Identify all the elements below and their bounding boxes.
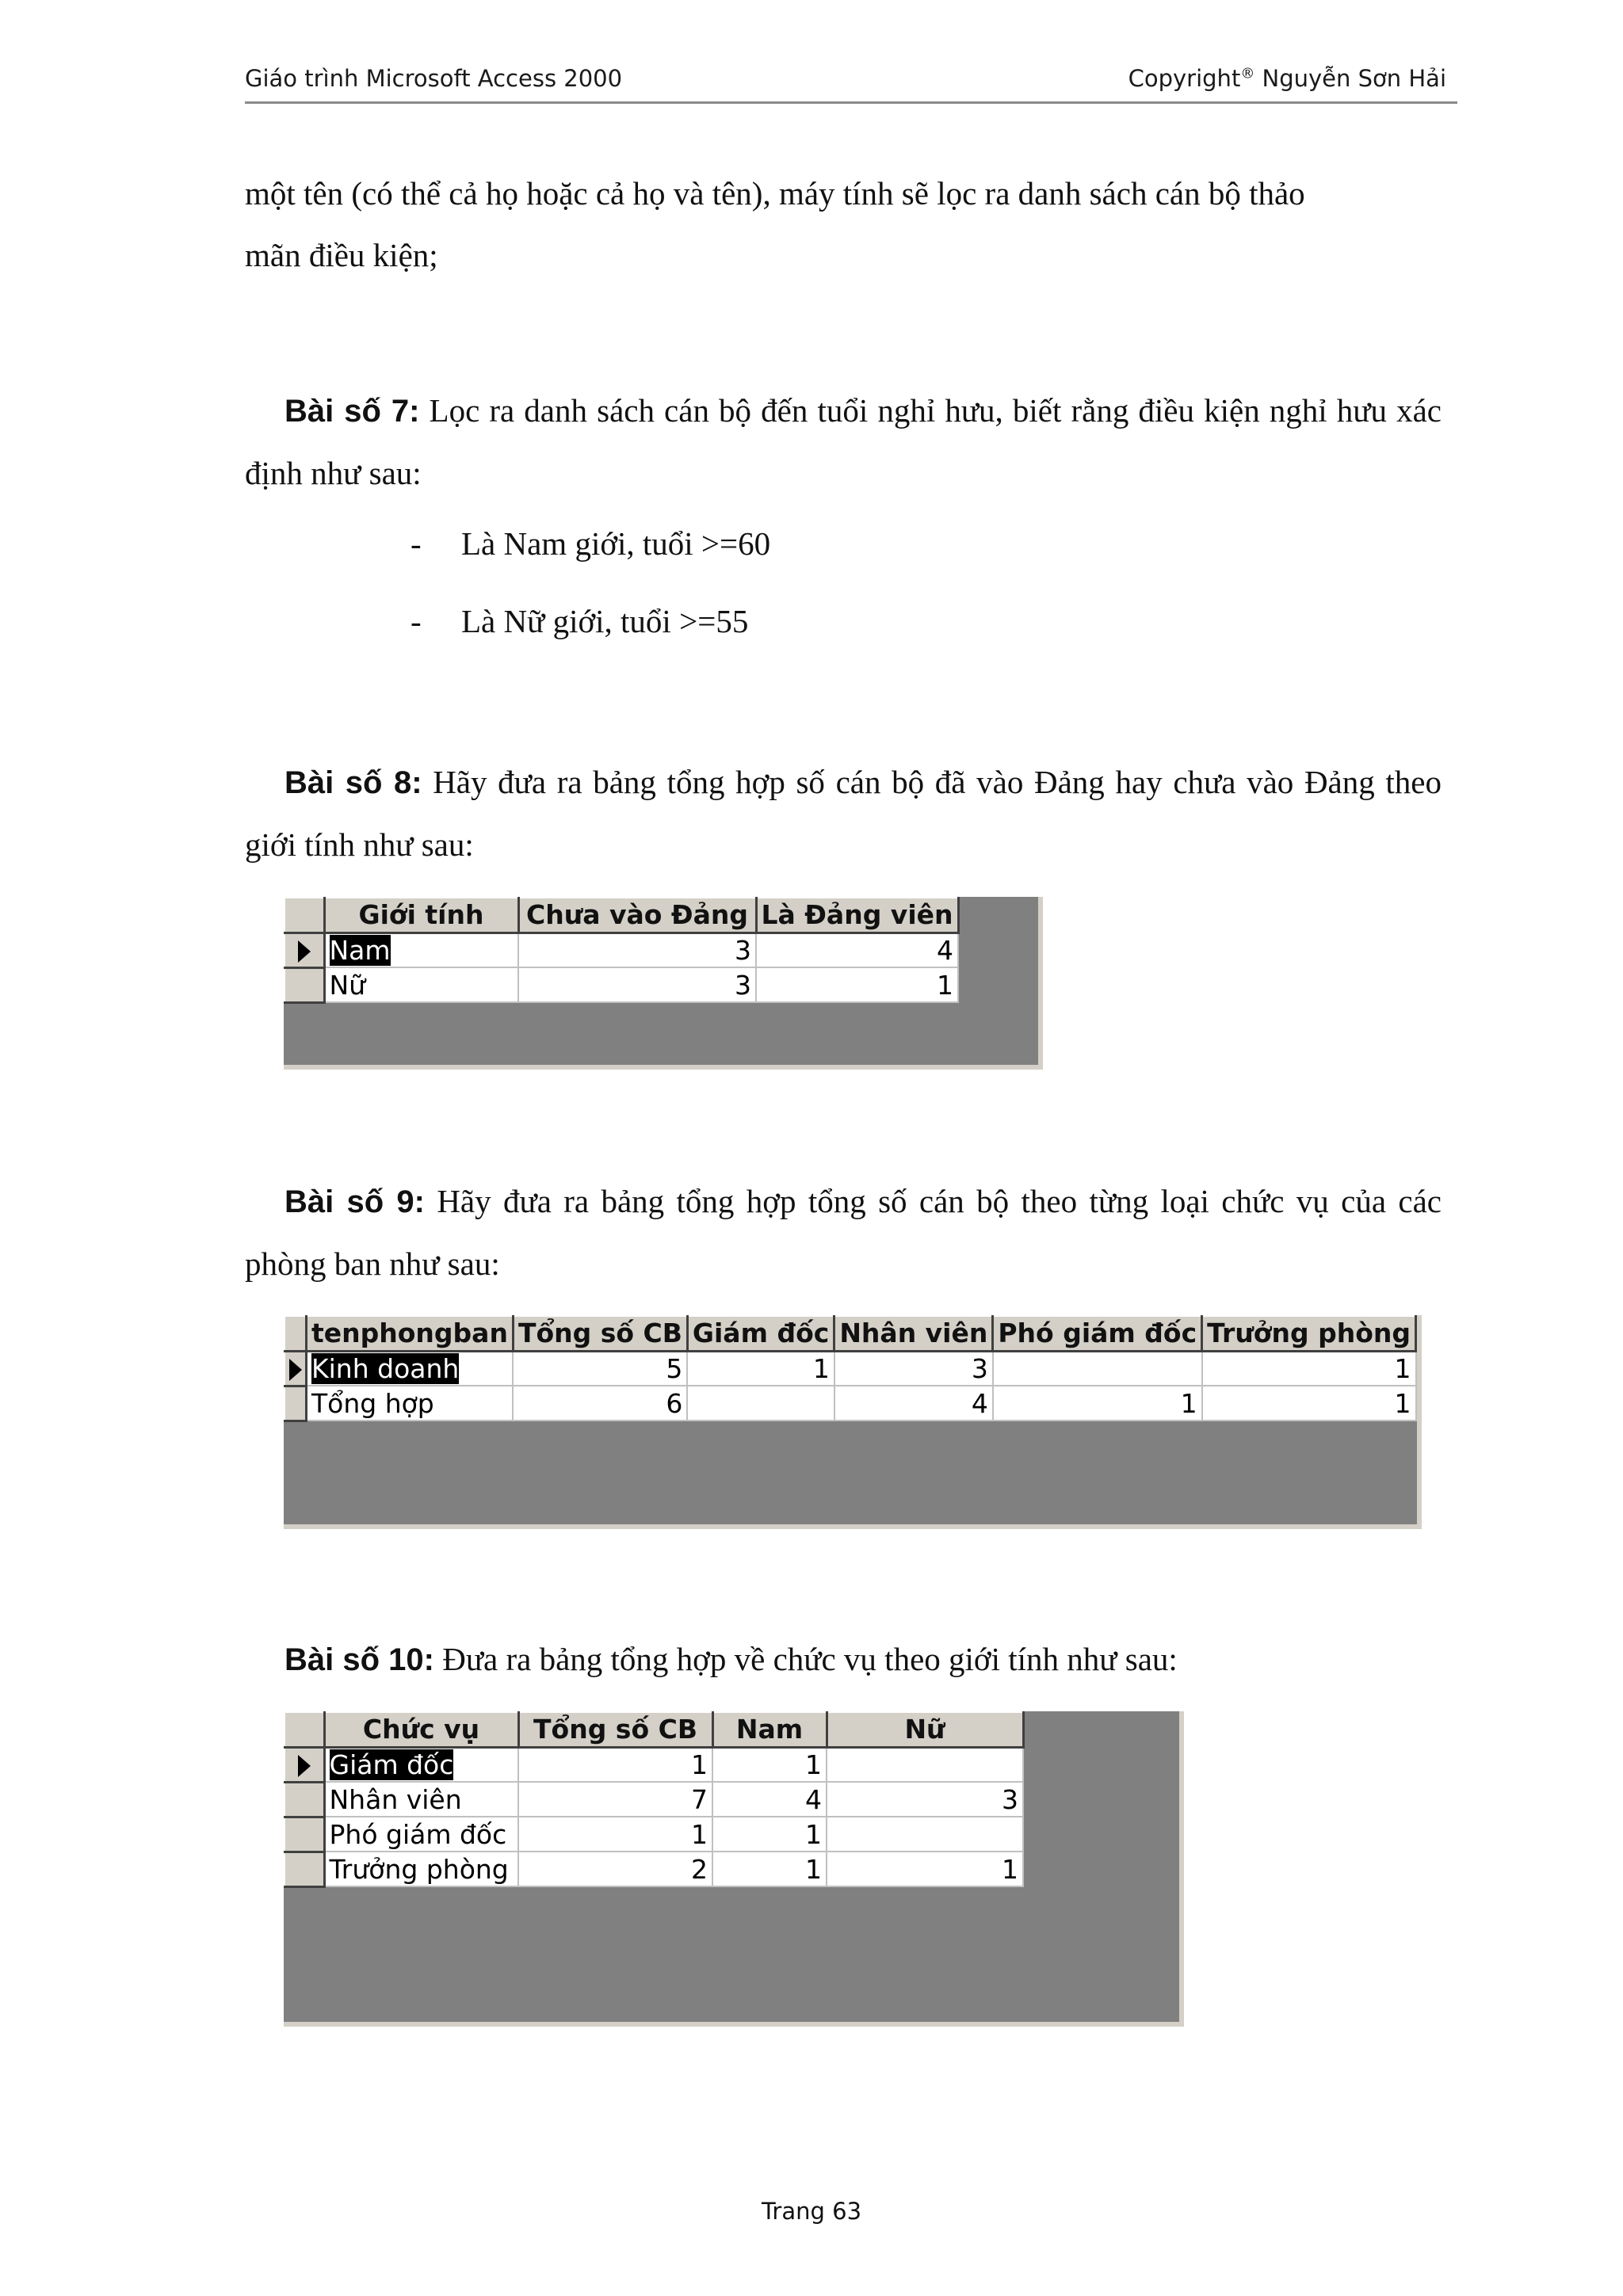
column-header[interactable]: Tổng số CB	[518, 1712, 712, 1747]
book-title: Giáo trình Microsoft Access 2000	[245, 65, 623, 92]
select-all-corner[interactable]	[285, 1712, 324, 1747]
table-cell[interactable]: 5	[513, 1351, 687, 1386]
column-header[interactable]: Chưa vào Đảng	[518, 898, 756, 933]
select-all-corner[interactable]	[285, 898, 324, 933]
table-row[interactable]	[285, 933, 958, 967]
column-header[interactable]: Nữ	[827, 1712, 1023, 1747]
column-header[interactable]: Trưởng phòng	[1202, 1316, 1416, 1351]
table-cell[interactable]	[827, 1817, 1023, 1852]
table-cell[interactable]: 1	[1202, 1351, 1416, 1386]
bullet-item: - Là Nữ giới, tuổi >=55	[411, 603, 749, 639]
table-row[interactable]	[285, 1817, 1023, 1852]
column-header[interactable]: Nam	[712, 1712, 827, 1747]
current-record-arrow-icon	[289, 1359, 302, 1381]
exercise-8-label: Bài số 8:	[285, 765, 422, 800]
table-cell[interactable]: 1	[518, 1747, 712, 1782]
table-row[interactable]	[285, 967, 958, 1002]
record-selector[interactable]	[285, 1351, 307, 1386]
table-cell[interactable]: 1	[712, 1817, 827, 1852]
table-cell[interactable]: 1	[756, 967, 958, 1002]
exercise-10: Bài số 10: Đưa ra bảng tổng hợp về chức vụ theo giới tính như sau:	[285, 1641, 1178, 1677]
column-header[interactable]: Tổng số CB	[513, 1316, 687, 1351]
table-cell[interactable]: 1	[827, 1852, 1023, 1886]
table-cell[interactable]: 4	[756, 933, 958, 967]
table-cell[interactable]: 3	[827, 1782, 1023, 1817]
table-cell[interactable]: 2	[518, 1852, 712, 1886]
exercise-9: Bài số 9: Hãy đưa ra bảng tổng hợp tổng số cán bộ theo từng loại chức vụ của các phòng ban như sau:	[245, 1183, 1442, 1282]
table-cell[interactable]: Nhân viên	[324, 1782, 518, 1817]
table-cell[interactable]: Trưởng phòng	[324, 1852, 518, 1886]
table-cell[interactable]	[827, 1747, 1023, 1782]
intro-paragraph: một tên (có thể cả họ hoặc cả họ và tên), máy tính sẽ lọc ra danh sách cán bộ thảo mãn điều kiện;	[245, 175, 1305, 273]
page-number: Trang 63	[761, 2198, 862, 2225]
table-cell[interactable]: 7	[518, 1782, 712, 1817]
column-header[interactable]: Là Đảng viên	[756, 898, 958, 933]
current-record-arrow-icon	[298, 1755, 311, 1777]
table-row[interactable]	[285, 1386, 1416, 1421]
table-cell[interactable]: 3	[834, 1351, 993, 1386]
exercise-7-label: Bài số 7:	[285, 394, 420, 429]
table-cell[interactable]: 1	[687, 1351, 834, 1386]
record-selector[interactable]	[285, 933, 324, 967]
bullet-item: - Là Nam giới, tuổi >=60	[411, 525, 771, 562]
datasheet-bai10	[284, 1711, 1184, 2027]
column-header[interactable]: Nhân viên	[834, 1316, 993, 1351]
table-cell[interactable]: 6	[513, 1386, 687, 1421]
column-header[interactable]: tenphongban	[307, 1316, 514, 1351]
table-cell[interactable]: 1	[712, 1747, 827, 1782]
exercise-8: Bài số 8: Hãy đưa ra bảng tổng hợp số cán bộ đã vào Đảng hay chưa vào Đảng theo giới tính như sau:	[245, 764, 1442, 863]
datasheet-table	[284, 1315, 1417, 1422]
datasheet-table	[284, 1711, 1025, 1888]
exercise-9-label: Bài số 9:	[285, 1184, 425, 1219]
table-cell[interactable]: Phó giám đốc	[324, 1817, 518, 1852]
record-selector[interactable]	[285, 1747, 324, 1782]
record-selector[interactable]	[285, 1386, 307, 1421]
record-selector[interactable]	[285, 1852, 324, 1886]
datasheet-bai8	[284, 897, 1043, 1070]
table-row[interactable]	[285, 1852, 1023, 1886]
select-all-corner[interactable]	[285, 1316, 307, 1351]
table-cell[interactable]	[687, 1386, 834, 1421]
table-cell[interactable]: 3	[518, 933, 756, 967]
table-row[interactable]	[285, 1747, 1023, 1782]
current-record-arrow-icon	[298, 940, 311, 963]
record-selector[interactable]	[285, 1817, 324, 1852]
table-cell[interactable]: Nữ	[324, 967, 518, 1002]
table-cell[interactable]: Nam	[324, 933, 518, 967]
column-header[interactable]: Chức vụ	[324, 1712, 518, 1747]
table-cell[interactable]: 4	[834, 1386, 993, 1421]
column-header[interactable]: Giới tính	[324, 898, 518, 933]
table-row[interactable]	[285, 1351, 1416, 1386]
table-cell[interactable]: 1	[1202, 1386, 1416, 1421]
exercise-7: Bài số 7: Lọc ra danh sách cán bộ đến tuổi nghỉ hưu, biết rằng điều kiện nghỉ hưu xác định như sau:	[245, 392, 1442, 491]
table-cell[interactable]: 1	[518, 1817, 712, 1852]
datasheet-table	[284, 897, 960, 1004]
column-header[interactable]: Phó giám đốc	[993, 1316, 1202, 1351]
record-selector[interactable]	[285, 967, 324, 1002]
table-cell[interactable]: 1	[993, 1386, 1202, 1421]
table-cell[interactable]: Giám đốc	[324, 1747, 518, 1782]
table-cell[interactable]: Kinh doanh	[307, 1351, 514, 1386]
table-cell[interactable]: 4	[712, 1782, 827, 1817]
exercise-10-label: Bài số 10:	[285, 1642, 434, 1677]
table-cell[interactable]	[993, 1351, 1202, 1386]
page-header	[245, 62, 1457, 104]
table-row[interactable]	[285, 1782, 1023, 1817]
datasheet-bai9	[284, 1315, 1422, 1529]
table-cell[interactable]: 3	[518, 967, 756, 1002]
table-cell[interactable]: Tổng hợp	[307, 1386, 514, 1421]
column-header[interactable]: Giám đốc	[687, 1316, 834, 1351]
table-cell[interactable]: 1	[712, 1852, 827, 1886]
copyright-notice: Copyright® Nguyễn Sơn Hải	[1128, 65, 1446, 92]
record-selector[interactable]	[285, 1782, 324, 1817]
